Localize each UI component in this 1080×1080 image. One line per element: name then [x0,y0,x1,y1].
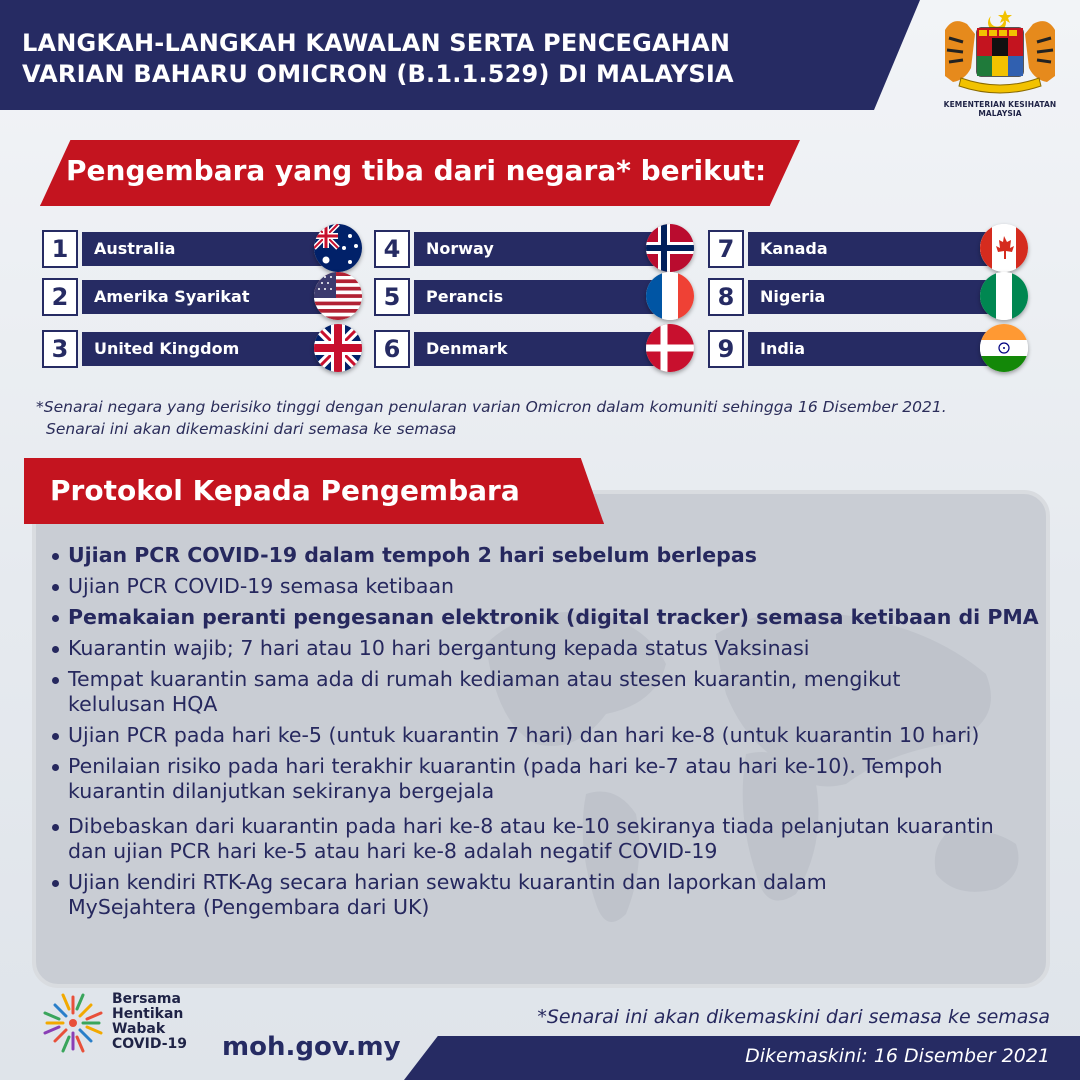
country-number: 9 [708,330,744,368]
country-item-australia [42,230,362,274]
india-flag-icon [980,324,1028,372]
slogan-line-3: Wabak [112,1021,166,1037]
slogan-line-2: Hentikan [112,1006,184,1022]
footer-note: *Senarai ini akan dikemaskini dari semasa ke semasa [537,1006,1050,1028]
country-footnote-line-2: Senarai ini akan dikemaskini dari semasa ke semasa [46,420,457,438]
protocol-item: Ujian PCR pada hari ke-5 (untuk kuarantin 7 hari) dan hari ke-8 (untuk kuarantin 10 hari) [50,723,1040,748]
country-name: Norway [426,239,494,258]
protocol-item: Dibebaskan dari kuarantin pada hari ke-8 atau ke-10 sekiranya tiada pelanjutan kuarantin dan ujian PCR hari ke-5 atau hari ke-8 adalah negatif COVID-19 [50,814,1040,864]
country-number: 1 [42,230,78,268]
countries-banner-title: Pengembara yang tiba dari negara* berikut: [66,154,767,187]
france-flag-icon [646,272,694,320]
uk-flag-icon [314,324,362,372]
page-title [22,28,882,90]
protocol-title: Protokol Kepada Pengembara [50,474,520,507]
canada-flag-icon [980,224,1028,272]
country-name: Denmark [426,339,508,358]
denmark-flag-icon [646,324,694,372]
page-title-line-1: LANGKAH-LANGKAH KAWALAN SERTA PENCEGAHAN [22,29,731,57]
country-footnote-line-1: *Senarai negara yang berisiko tinggi dengan penularan varian Omicron dalam komuniti sehingga 16 Disember 2021. [36,398,947,416]
country-name: Kanada [760,239,828,258]
country-number: 3 [42,330,78,368]
ministry-logo [925,6,1075,116]
australia-flag-icon [314,224,362,272]
country-item-perancis [374,278,694,322]
protocol-item: Ujian kendiri RTK-Ag secara harian sewaktu kuarantin dan laporkan dalam MySejahtera (Pengembara dari UK) [50,870,1040,920]
malaysia-coat-of-arms-icon [935,6,1065,96]
country-item-norway [374,230,694,274]
slogan-line-4: COVID-19 [112,1036,188,1052]
campaign-slogan [112,992,187,1052]
country-item-nigeria [708,278,1028,322]
country-item-amerika-syarikat [42,278,362,322]
country-number: 6 [374,330,410,368]
page-title-line-2: VARIAN BAHARU OMICRON (B.1.1.529) DI MALAYSIA [22,60,734,88]
country-number: 4 [374,230,410,268]
country-name: Perancis [426,287,504,306]
country-number: 2 [42,278,78,316]
country-item-united-kingdom [42,330,362,374]
protocol-item: Tempat kuarantin sama ada di rumah kediaman atau stesen kuarantin, mengikut kelulusan HQA [50,667,1040,717]
slogan-line-1: Bersama [112,991,181,1007]
country-name: Australia [94,239,176,258]
protocol-item: Ujian PCR COVID-19 semasa ketibaan [50,574,1040,599]
usa-flag-icon [314,272,362,320]
country-item-denmark [374,330,694,374]
country-number: 8 [708,278,744,316]
country-item-kanada [708,230,1028,274]
protocol-item: Penilaian risiko pada hari terakhir kuarantin (pada hari ke-7 atau hari ke-10). Tempoh kuarantin dilanjutkan sekiranya bergejala [50,754,1040,804]
country-item-india [708,330,1028,374]
protocol-item: Pemakaian peranti pengesanan elektronik (digital tracker) semasa ketibaan di PMA [50,605,1040,630]
country-number: 5 [374,278,410,316]
norway-flag-icon [646,224,694,272]
protocol-list [50,543,1040,926]
protocol-item: Kuarantin wajib; 7 hari atau 10 hari bergantung kepada status Vaksinasi [50,636,1040,661]
updated-date: Dikemaskini: 16 Disember 2021 [745,1045,1050,1067]
website-url: moh.gov.my [222,1032,401,1062]
country-number: 7 [708,230,744,268]
covid-campaign-logo [38,988,108,1058]
protocol-item: Ujian PCR COVID-19 dalam tempoh 2 hari sebelum berlepas [50,543,1040,568]
nigeria-flag-icon [980,272,1028,320]
country-name: United Kingdom [94,339,240,358]
country-name: Amerika Syarikat [94,287,250,306]
country-name: Nigeria [760,287,826,306]
country-name: India [760,339,806,358]
country-footnote [36,396,1056,440]
ministry-name: KEMENTERIAN KESIHATAN MALAYSIA [943,100,1057,118]
